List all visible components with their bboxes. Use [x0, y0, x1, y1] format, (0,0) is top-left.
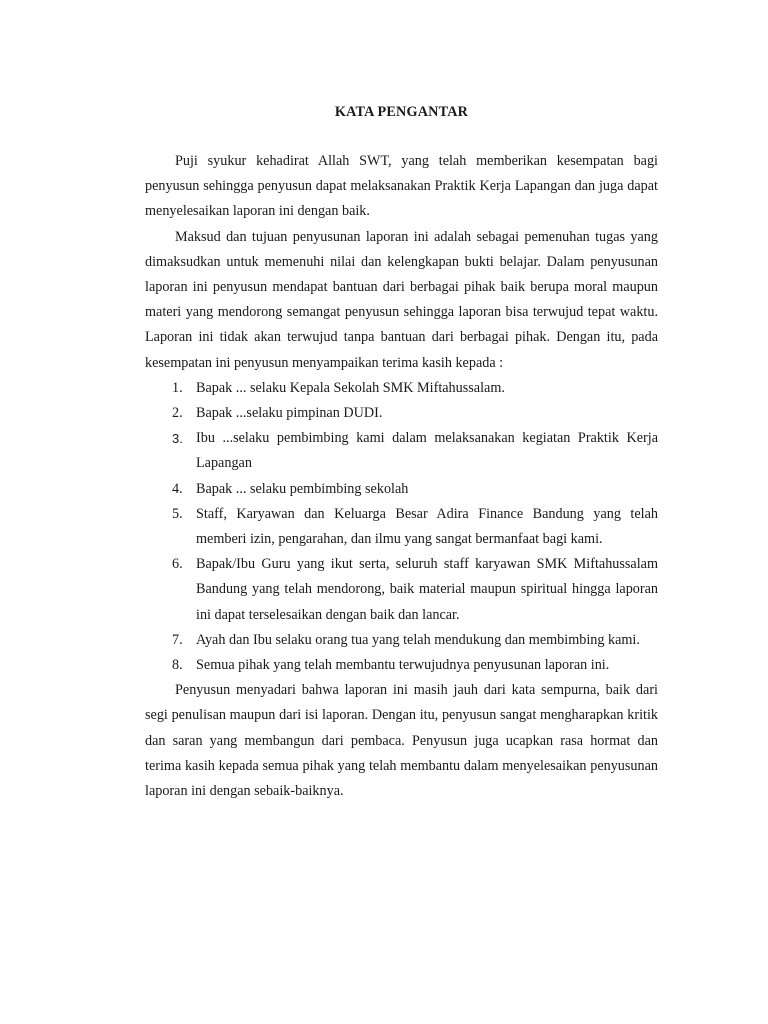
list-item-number: 4.	[172, 480, 183, 497]
list-item-number: 6.	[172, 556, 183, 573]
list-item	[145, 502, 658, 552]
document-page	[145, 100, 658, 804]
list-item-number: 5.	[172, 505, 183, 522]
list-item	[145, 552, 658, 628]
list-item-text: Bapak ...selaku pimpinan DUDI.	[196, 405, 383, 422]
list-item-number: 8.	[172, 657, 183, 674]
list-item-text: Bapak ... selaku Kepala Sekolah SMK Miftahussalam.	[196, 379, 505, 396]
page-title: KATA PENGANTAR	[334, 104, 469, 120]
list-item-text: Bapak ... selaku pembimbing sekolah	[196, 480, 409, 497]
list-item	[145, 653, 658, 678]
list-item	[145, 401, 658, 426]
list-item-number: 1.	[172, 379, 183, 396]
list-item-text: Ayah dan Ibu selaku orang tua yang telah mendukung dan membimbing kami.	[196, 631, 640, 648]
list-item-text: Staff, Karyawan dan Keluarga Besar Adira Finance Bandung yang telah memberi izin, pengarahan, dan ilmu yang sangat bermanfaat bagi kami.	[196, 505, 658, 548]
list-item	[145, 477, 658, 502]
closing-paragraph: Penyusun menyadari bahwa laporan ini masih jauh dari kata sempurna, baik dari segi penulisan maupun dari isi laporan. Dengan itu, penyusun sangat mengharapkan kritik dan saran yang membangun dari pembaca. Penyusun juga ucapkan rasa hormat dan terima kasih kepada semua pihak yang telah membantu dalam menyelesaikan penyusunan laporan ini dengan sebaik-baiknya.	[145, 682, 658, 800]
list-item-number: 7.	[172, 631, 183, 648]
list-item	[145, 376, 658, 401]
list-item-number: 2.	[172, 405, 183, 422]
list-item-text: Ibu ...selaku pembimbing kami dalam melaksanakan kegiatan Praktik Kerja Lapangan	[196, 430, 658, 472]
intro-paragraph-2: Maksud dan tujuan penyusunan laporan ini adalah sebagai pemenuhan tugas yang dimaksudkan untuk memenuhi nilai dan kelengkapan bukti belajar. Dalam penyusunan laporan ini penyusun mendapat bantuan dari berbagai pihak baik berupa moral maupun materi yang mendorong semangat penyusun sehingga laporan bisa terwujud tepat waktu. Laporan ini tidak akan terwujud tanpa bantuan dari berbagai pihak. Dengan itu, pada kesempatan ini penyusun menyampaikan terima kasih kepada :	[145, 228, 658, 371]
thanks-list	[145, 376, 658, 678]
list-item	[145, 628, 658, 653]
list-item-number: 3.	[172, 431, 183, 447]
intro-paragraph-1: Puji syukur kehadirat Allah SWT, yang telah memberikan kesempatan bagi penyusun sehingga penyusun dapat melaksanakan Praktik Kerja Lapangan dan juga dapat menyelesaikan laporan ini dengan baik.	[145, 153, 658, 220]
list-item-text: Semua pihak yang telah membantu terwujudnya penyusunan laporan ini.	[196, 657, 610, 674]
list-item	[145, 426, 658, 476]
list-item-text: Bapak/Ibu Guru yang ikut serta, seluruh staff karyawan SMK Miftahussalam Bandung yang telah mendorong, baik material maupun spiritual hingga laporan ini dapat terselesaikan dengan baik dan lancar.	[196, 556, 658, 623]
